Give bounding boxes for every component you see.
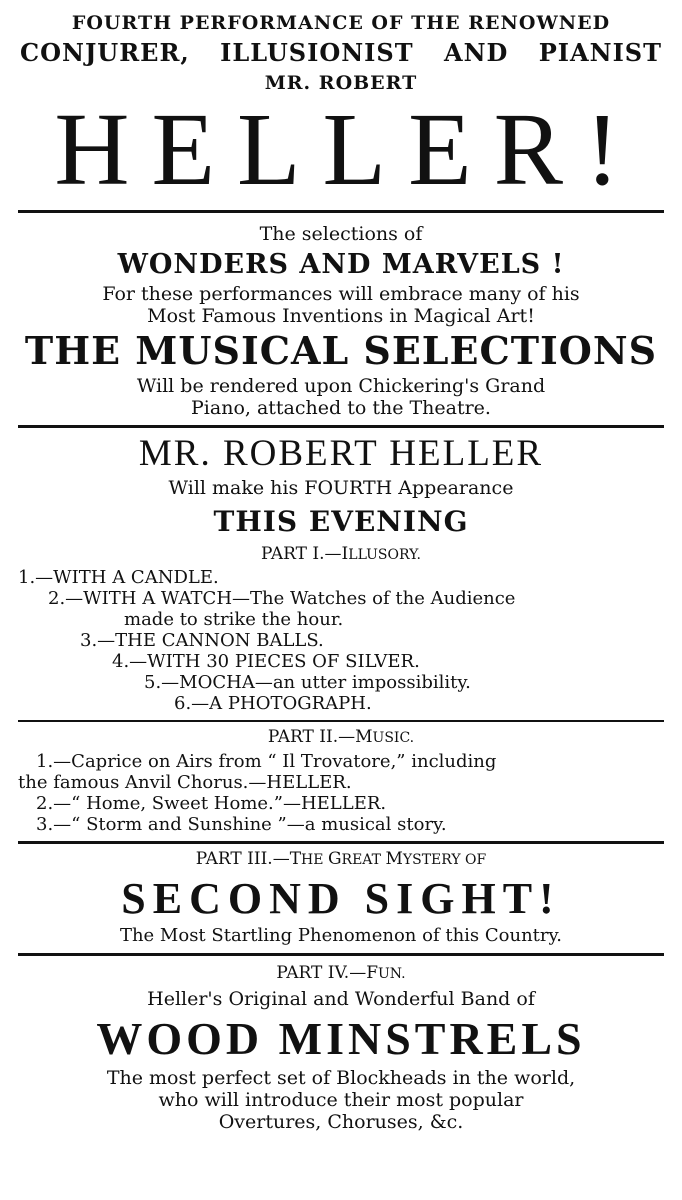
part-heading-text: UN.	[378, 966, 406, 982]
part2-item: 3.—“ Storm and Sunshine ”—a musical story.	[36, 814, 447, 835]
part2-heading	[18, 724, 664, 751]
part-heading-text: M	[385, 849, 403, 869]
selections-headline: WONDERS AND MARVELS !	[117, 249, 565, 280]
part1-item: 2.—WITH A WATCH—The Watches of the Audience	[48, 588, 516, 609]
part2-item: 2.—“ Home, Sweet Home.”—HELLER.	[36, 793, 387, 814]
part-heading-text: REAT	[341, 852, 386, 868]
part2-item: 1.—Caprice on Airs from “ Il Trovatore,” including	[36, 751, 497, 772]
appearance-line: Will make his FOURTH Appearance	[168, 477, 514, 499]
header-line-mr-robert: MR. ROBERT	[264, 72, 418, 94]
selections-para-line: Most Famous Inventions in Magical Art!	[147, 305, 535, 327]
part-heading-text: YSTERY OF	[402, 852, 487, 868]
part-heading-text: G	[327, 849, 342, 869]
part3-section	[18, 846, 664, 947]
divider	[18, 720, 664, 722]
second-sight-title: SECOND SIGHT!	[121, 874, 561, 923]
divider	[18, 425, 664, 428]
closing-line: who will introduce their most popular	[158, 1089, 524, 1111]
header-word: ILLUSIONIST	[220, 38, 414, 67]
part2-item: the famous Anvil Chorus.—HELLER.	[18, 772, 352, 793]
part-heading-text: PART III.—	[195, 849, 290, 869]
divider	[18, 953, 664, 956]
part1-heading	[18, 542, 664, 567]
closing-line: The most perfect set of Blockheads in the world,	[106, 1067, 576, 1089]
selections-section	[18, 221, 664, 419]
this-evening-heading: THIS EVENING	[213, 505, 469, 538]
part1-item: 4.—WITH 30 PIECES OF SILVER.	[112, 651, 420, 672]
part-heading-text: M	[355, 727, 373, 747]
appearance-section	[18, 432, 664, 714]
part-heading-text: T	[289, 849, 302, 869]
selections-para-line: For these performances will embrace many of his	[102, 283, 580, 305]
header-word: CONJURER,	[20, 38, 190, 67]
divider	[18, 841, 664, 844]
closing-line: Overtures, Choruses, &c.	[218, 1111, 464, 1133]
part-heading-text: USIC.	[372, 730, 415, 746]
part-heading-text: PART I.—	[261, 544, 342, 564]
part1-item: 5.—MOCHA—an utter impossibility.	[144, 672, 471, 693]
part1-item: 1.—WITH A CANDLE.	[18, 567, 219, 588]
part-heading-text: HE	[301, 852, 328, 868]
part-heading-text: PART IV.—	[276, 963, 367, 983]
part1-item: 6.—A PHOTOGRAPH.	[174, 693, 372, 714]
wood-minstrels-title: WOOD MINSTRELS	[96, 1013, 586, 1064]
part2-section	[18, 724, 664, 835]
headline-heller: HELLER!	[54, 92, 642, 207]
part1-item: made to strike the hour.	[124, 609, 344, 630]
header-word: AND	[443, 38, 509, 67]
performer-name: MR. ROBERT HELLER	[138, 433, 544, 474]
part4-section	[18, 960, 664, 1133]
musical-line: Will be rendered upon Chickering's Grand	[136, 375, 546, 397]
band-line: Heller's Original and Wonderful Band of	[147, 988, 535, 1010]
part-heading-text: PART II.—	[267, 727, 356, 747]
part3-heading	[18, 846, 664, 873]
part-heading-text: F	[366, 963, 378, 983]
selections-intro: The selections of	[259, 223, 423, 245]
second-sight-subtitle: The Most Startling Phenomenon of this Country.	[119, 925, 563, 946]
header-section	[18, 10, 664, 207]
part4-heading	[18, 960, 664, 987]
part-heading-text: LLUSORY.	[348, 547, 421, 563]
header-line-conjurer	[18, 36, 664, 70]
part1-item: 3.—THE CANNON BALLS.	[80, 630, 324, 651]
musical-line: Piano, attached to the Theatre.	[191, 397, 491, 419]
header-word: PIANIST	[538, 38, 662, 67]
musical-selections-heading: THE MUSICAL SELECTIONS	[24, 328, 658, 373]
header-line-performance: FOURTH PERFORMANCE OF THE RENOWNED	[71, 12, 611, 34]
part-heading-text: I	[341, 544, 349, 564]
divider	[18, 210, 664, 213]
